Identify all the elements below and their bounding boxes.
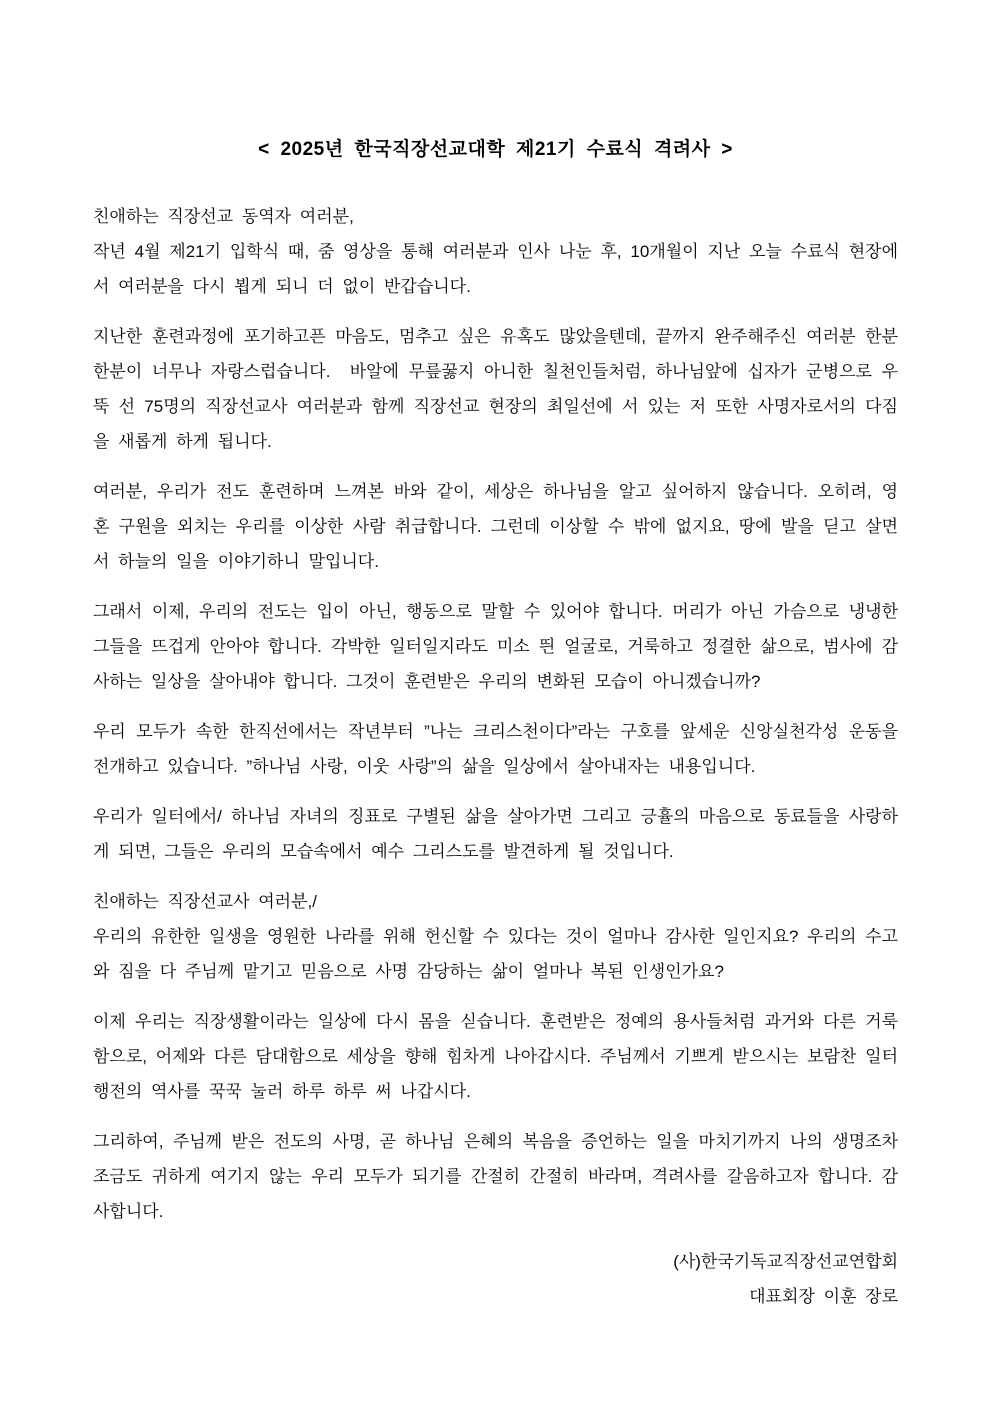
paragraph-closing bbox=[93, 1124, 898, 1229]
paragraph-dedication bbox=[93, 884, 898, 989]
paragraph-text: 그리하여, 주님께 받은 전도의 사명, 곧 하나님 은혜의 복음을 증언하는 일을 마치기까지 나의 생명조차 조금도 귀하게 여기지 않는 우리 모두가 되기를 간절히 간절히 바라며, 격려사를 갈음하고자 합니다. 감사합니다. bbox=[93, 1132, 898, 1221]
paragraph-greeting bbox=[93, 199, 898, 304]
paragraph-return bbox=[93, 1004, 898, 1109]
paragraph-training bbox=[93, 319, 898, 459]
paragraph-text: 우리가 일터에서/ 하나님 자녀의 징표로 구별된 삶을 살아가면 그리고 긍휼의 마음으로 동료들을 사랑하게 되면, 그들은 우리의 모습속에서 예수 그리스도를 발견하게 될 것입니다. bbox=[93, 807, 898, 861]
paragraph-workplace bbox=[93, 799, 898, 869]
paragraph-text: 지난한 훈련과정에 포기하고픈 마음도, 멈추고 싶은 유혹도 많았을텐데, 끝까지 완주해주신 여러분 한분 한분이 너무나 자랑스럽습니다. 바알에 무릎꿇지 아니한 칠천인들처럼, 하나님앞에 십자가 군병으로 우뚝 선 75명의 직장선교사 여러분과 함께 직장선교 현장의 최일선에 서 있는 저 또한 사명자로서의 다짐을 새롭게 하게 됩니다. bbox=[93, 327, 898, 451]
signature-block bbox=[93, 1244, 898, 1314]
paragraph-slogan bbox=[93, 714, 898, 784]
paragraph-text: 여러분, 우리가 전도 훈련하며 느껴본 바와 같이, 세상은 하나님을 알고 싶어하지 않습니다. 오히려, 영혼 구원을 외치는 우리를 이상한 사람 취급합니다. 그런데 이상할 수 밖에 없지요, 땅에 발을 딛고 살면서 하늘의 일을 이야기하니 말입니다. bbox=[93, 482, 898, 571]
signature-signer: 대표회장 이훈 장로 bbox=[749, 1287, 898, 1306]
paragraph-text: 우리 모두가 속한 한직선에서는 작년부터 ”나는 크리스천이다”라는 구호를 앞세운 신앙실천각성 운동을 전개하고 있습니다. ”하나님 사랑, 이웃 사랑”의 삶을 일상에서 살아내자는 내용입니다. bbox=[93, 722, 898, 776]
paragraph-world bbox=[93, 474, 898, 579]
page-title: < 2025년 한국직장선교대학 제21기 수료식 격려사 > bbox=[258, 139, 733, 160]
paragraph-text: 작년 4월 제21기 입학식 때, 줌 영상을 통해 여러분과 인사 나눈 후, 10개월이 지난 오늘 수료식 현장에서 여러분을 다시 뵙게 되니 더 없이 반갑습니다. bbox=[93, 242, 898, 296]
paragraph-action bbox=[93, 594, 898, 699]
paragraph-text: 이제 우리는 직장생활이라는 일상에 다시 몸을 싣습니다. 훈련받은 정예의 용사들처럼 과거와 다른 거룩함으로, 어제와 다른 담대함으로 세상을 향해 힘차게 나아갑시다. 주님께서 기쁘게 받으시는 보람찬 일터행전의 역사를 꾹꾹 눌러 하루 하루 써 나갑시다. bbox=[93, 1012, 898, 1101]
paragraph-text: 우리의 유한한 일생을 영원한 나라를 위해 헌신할 수 있다는 것이 얼마나 감사한 일인지요? 우리의 수고와 짐을 다 주님께 맡기고 믿음으로 사명 감당하는 삶이 얼마나 복된 인생인가요? bbox=[93, 927, 898, 981]
paragraph-line: 친애하는 직장선교 동역자 여러분, bbox=[93, 207, 354, 226]
signature-organization: (사)한국기독교직장선교연합회 bbox=[673, 1252, 898, 1271]
paragraph-line: 친애하는 직장선교사 여러분,/ bbox=[93, 892, 317, 911]
paragraph-text: 그래서 이제, 우리의 전도는 입이 아닌, 행동으로 말할 수 있어야 합니다. 머리가 아닌 가슴으로 냉냉한 그들을 뜨겁게 안아야 합니다. 각박한 일터일지라도 미소 띈 얼굴로, 거룩하고 정결한 삶으로, 범사에 감사하는 일상을 살아내야 합니다. 그것이 훈련받은 우리의 변화된 모습이 아니겠습니까? bbox=[93, 602, 898, 691]
